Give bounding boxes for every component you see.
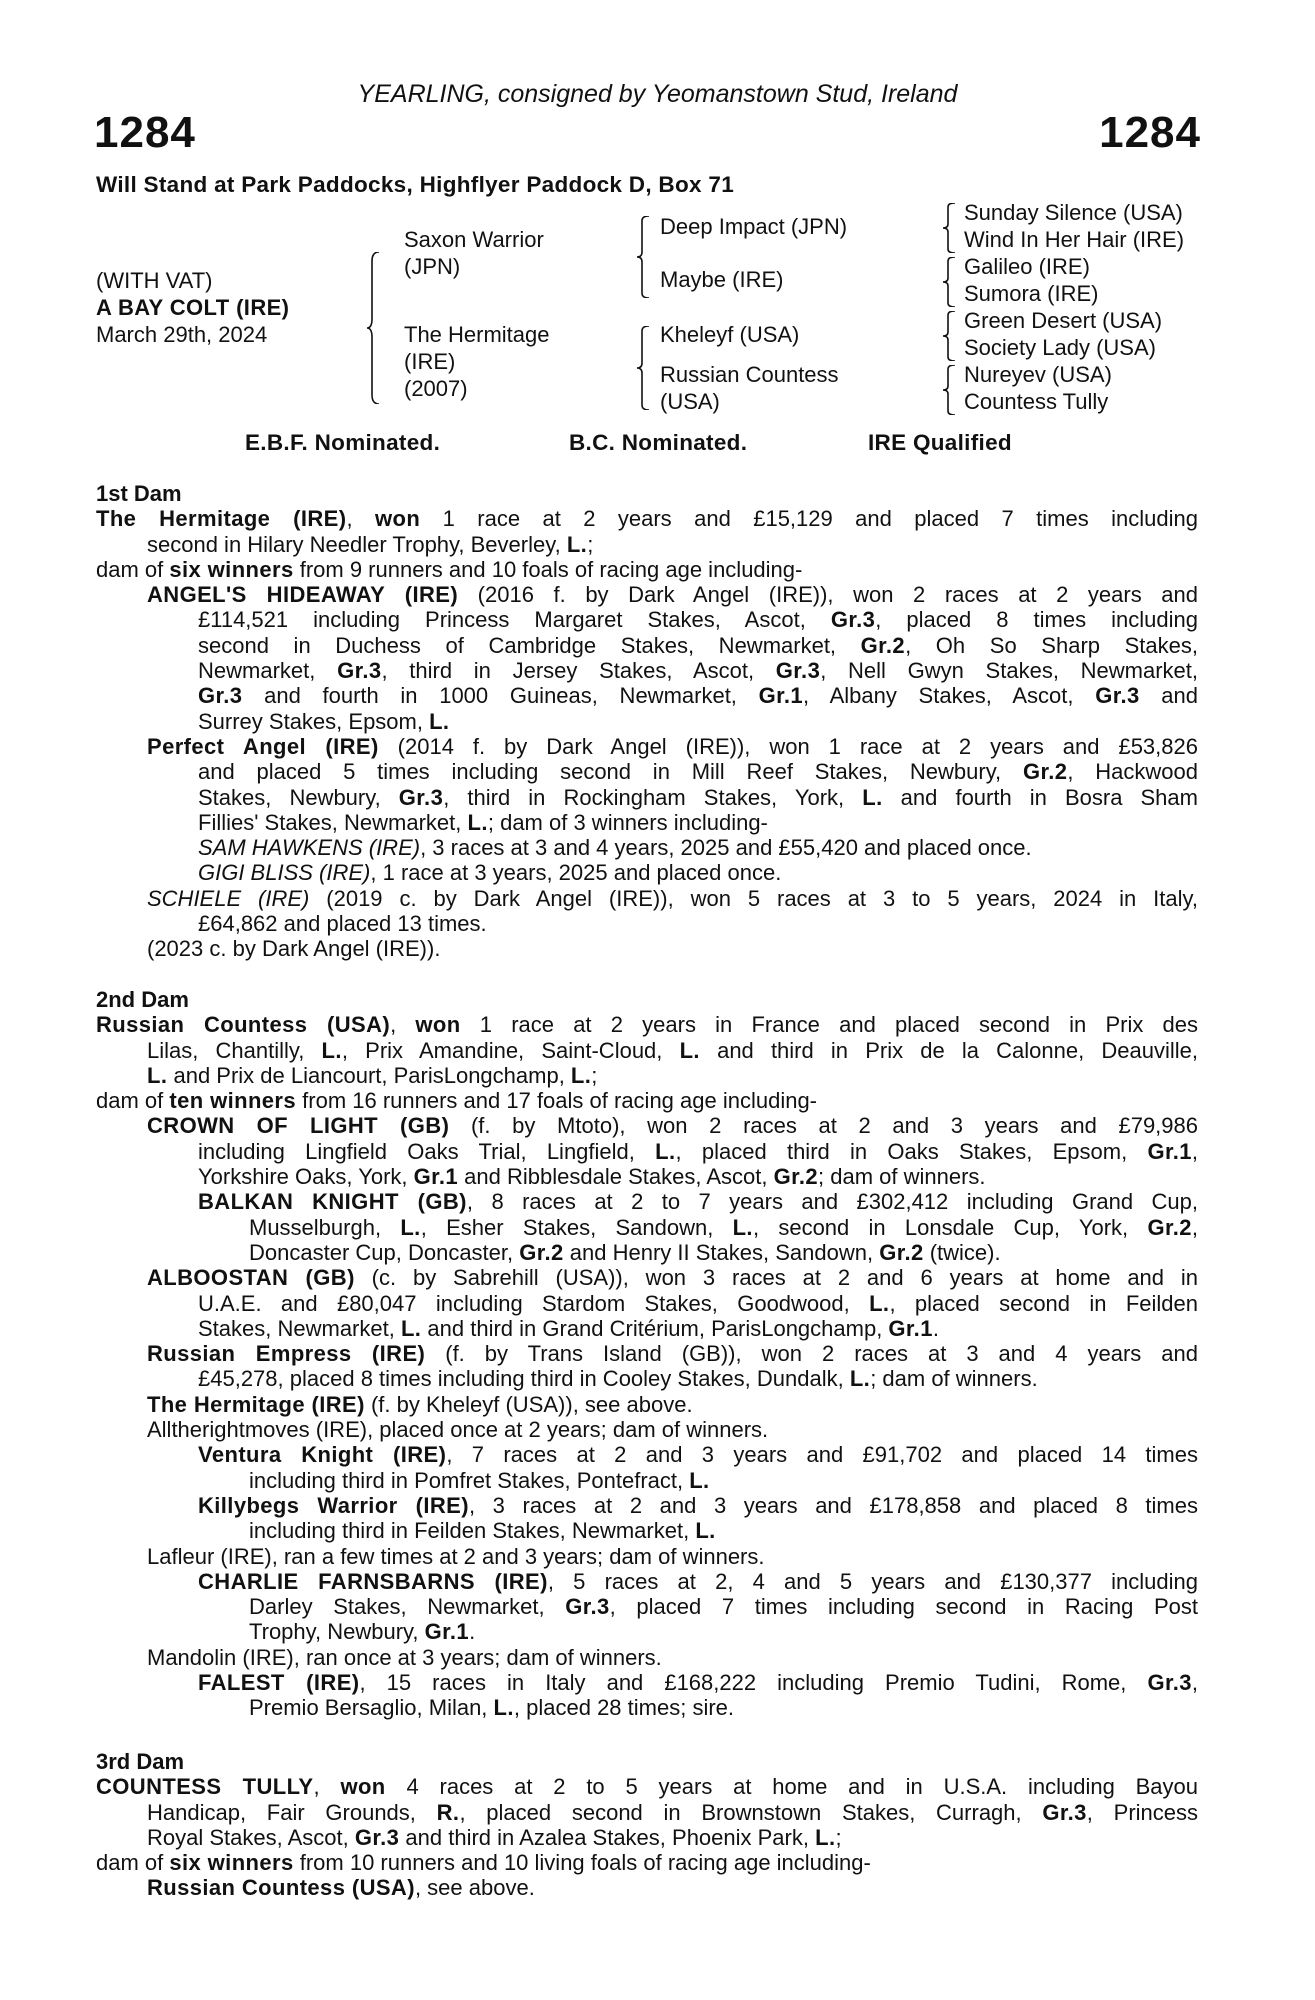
produce-record <box>96 1493 1198 1544</box>
text-run: Musselburgh, <box>249 1214 401 1240</box>
italic-run: SAM HAWKENS (IRE) <box>198 835 421 861</box>
bold-run: L. <box>869 1290 890 1316</box>
bold-run: Russian Empress (IRE) <box>147 1341 426 1367</box>
bold-run: L. <box>321 1037 342 1063</box>
text-run: , Princess <box>1086 1799 1198 1825</box>
produce-record <box>96 1442 1198 1493</box>
text-run: , <box>346 506 375 532</box>
bold-run: won <box>340 1774 386 1800</box>
text-line <box>96 506 1198 531</box>
bold-run: Gr.3 <box>1147 1670 1192 1696</box>
text-run: (f. by Mtoto), won 2 races at 2 and 3 years and £79,986 <box>449 1113 1198 1139</box>
bold-run: Gr.3 <box>398 784 444 810</box>
text-line <box>96 1063 1198 1088</box>
text-run: 1 race at 2 years in France and placed second in Prix des <box>460 1012 1198 1038</box>
text-run: Premio Bersaglio, Milan, <box>249 1695 494 1721</box>
text-run: , 3 races at 2 and 3 years and £178,858 and placed 8 times <box>468 1492 1198 1518</box>
brace-icon <box>942 311 956 361</box>
text-line <box>96 1544 1198 1569</box>
text-run: Stakes, Newmarket, <box>198 1315 401 1341</box>
bold-run: Gr.2 <box>519 1239 564 1265</box>
text-run: Newmarket, <box>198 658 338 684</box>
produce-record <box>96 1189 1198 1265</box>
bc-nomination: B.C. Nominated. <box>569 430 748 455</box>
text-run: ; dam of winners. <box>870 1366 1038 1392</box>
bold-run: ANGEL'S HIDEAWAY (IRE) <box>147 582 459 608</box>
brace-icon <box>636 326 650 410</box>
bold-run: Gr.1 <box>888 1315 933 1341</box>
produce-record <box>96 582 1198 734</box>
bold-run: L. <box>815 1824 836 1850</box>
text-run: , placed second in Feilden <box>889 1290 1198 1316</box>
text-run: from 10 runners and 10 living foals of racing age including- <box>293 1850 871 1876</box>
text-line <box>96 860 1198 885</box>
bold-run: Gr.2 <box>773 1164 819 1190</box>
text-line <box>96 1215 1198 1240</box>
text-line <box>96 1800 1198 1825</box>
bold-run: Gr.3 <box>198 683 243 709</box>
brace-icon <box>636 216 650 298</box>
bold-run: The Hermitage (IRE) <box>96 506 347 532</box>
bold-run: Gr.2 <box>860 632 906 658</box>
text-run: . <box>932 1315 939 1341</box>
lot-number-right: 1284 <box>1099 108 1201 157</box>
brace-icon <box>942 365 956 415</box>
text-run: , <box>1191 1670 1198 1696</box>
text-run: , 3 races at 3 and 4 years, 2025 and £55,420 and placed once. <box>420 835 1032 861</box>
text-run: , Albany Stakes, Ascot, <box>803 683 1096 709</box>
text-run: (f. by Kheleyf (USA)), see above. <box>364 1391 693 1417</box>
text-run: U.A.E. and £80,047 including Stardom Stakes, Goodwood, <box>198 1290 870 1316</box>
bold-run: Gr.3 <box>830 607 876 633</box>
produce-record <box>96 1113 1198 1189</box>
produce-record <box>96 936 1198 961</box>
text-run: , Hackwood <box>1067 759 1198 785</box>
bold-run: L. <box>679 1037 700 1063</box>
ebf-nomination: E.B.F. Nominated. <box>245 430 441 455</box>
text-run: , 7 races at 2 and 3 years and £91,702 and placed 14 times <box>446 1442 1198 1468</box>
bold-run: L. <box>400 1214 421 1240</box>
text-line <box>96 1291 1198 1316</box>
produce-record <box>96 1265 1198 1341</box>
text-line <box>96 1774 1198 1799</box>
text-run: ; <box>591 1062 598 1088</box>
produce-record <box>96 506 1198 557</box>
third-generation: Sunday Silence (USA) Wind In Her Hair (IRE) Galileo (IRE) Sumora (IRE) Green Desert (USA) Society Lady (USA) Nureyev (USA) Countess Tully <box>964 200 1185 414</box>
italic-run: GIGI BLISS (IRE) <box>198 860 371 886</box>
text-line <box>96 936 1198 961</box>
text-line <box>96 1038 1198 1063</box>
text-run: , second in Lonsdale Cup, York, <box>752 1214 1148 1240</box>
bold-run: L. <box>695 1518 716 1544</box>
bold-run: L. <box>849 1366 871 1392</box>
text-run: Doncaster Cup, Doncaster, <box>249 1239 520 1265</box>
bold-run: Gr.3 <box>1042 1799 1087 1825</box>
text-run: , placed 28 times; sire. <box>513 1695 735 1721</box>
text-run: and third in Grand Critérium, ParisLongchamp, <box>421 1315 889 1341</box>
produce-record <box>96 1569 1198 1645</box>
text-run: , third in Jersey Stakes, Ascot, <box>381 658 776 684</box>
bold-run: The Hermitage (IRE) <box>147 1391 365 1417</box>
text-run: . <box>469 1619 476 1645</box>
text-line <box>96 759 1198 784</box>
text-line <box>96 911 1198 936</box>
text-line <box>96 1442 1198 1467</box>
bold-run: CHARLIE FARNSBARNS (IRE) <box>198 1568 548 1594</box>
text-run: , Esher Stakes, Sandown, <box>420 1214 733 1240</box>
text-line <box>96 658 1198 683</box>
text-line <box>96 1468 1198 1493</box>
text-line <box>96 1518 1198 1543</box>
dam-heading: 2nd Dam <box>96 987 189 1012</box>
text-run: dam of <box>96 1088 170 1114</box>
bold-run: ALBOOSTAN (GB) <box>147 1265 355 1291</box>
bold-run: COUNTESS TULLY <box>96 1774 314 1800</box>
text-run: (2016 f. by Dark Angel (IRE)), won 2 races at 2 years and <box>458 582 1198 608</box>
bold-run: Gr.1 <box>424 1619 470 1645</box>
bold-run: Gr.3 <box>1095 683 1140 709</box>
text-run: , Prix Amandine, Saint-Cloud, <box>341 1037 680 1063</box>
text-run: and fourth in Bosra Sham <box>882 784 1198 810</box>
text-line <box>96 785 1198 810</box>
text-run: dam of <box>96 556 170 582</box>
bold-run: won <box>415 1012 461 1038</box>
text-run: (2019 c. by Dark Angel (IRE)), won 5 races at 3 to 5 years, 2024 in Italy, <box>309 885 1198 911</box>
bold-run: Gr.2 <box>879 1239 924 1265</box>
text-run: Alltherightmoves (IRE), placed once at 2 years; dam of winners. <box>147 1417 769 1443</box>
text-run: Lilas, Chantilly, <box>147 1037 322 1063</box>
produce-record <box>96 1544 1198 1569</box>
text-run: (twice). <box>923 1239 1001 1265</box>
bold-run: Gr.1 <box>1147 1138 1192 1164</box>
text-run: from 9 runners and 10 foals of racing age including- <box>293 556 803 582</box>
bold-run: Gr.3 <box>775 658 821 684</box>
sire-dam: Maybe (IRE) <box>660 267 784 292</box>
produce-record <box>96 886 1198 937</box>
text-run: and third in Azalea Stakes, Phoenix Park, <box>399 1824 816 1850</box>
sire-sire: Deep Impact (JPN) <box>660 214 848 239</box>
bold-run: BALKAN KNIGHT (GB) <box>198 1189 467 1215</box>
text-run: , <box>1191 1214 1198 1240</box>
text-run: and third in Prix de la Calonne, Deauville, <box>699 1037 1198 1063</box>
text-line <box>96 532 1198 557</box>
text-run: £64,862 and placed 13 times. <box>198 911 487 937</box>
dam-name: The Hermitage (IRE) (2007) <box>404 322 550 401</box>
text-run: and placed 5 times including second in Mill Reef Stakes, Newbury, <box>198 759 1023 785</box>
text-run: Mandolin (IRE), ran once at 3 years; dam of winners. <box>147 1644 662 1670</box>
text-line <box>96 734 1198 759</box>
text-run: Royal Stakes, Ascot, <box>147 1824 355 1850</box>
text-run: and Henry II Stakes, Sandown, <box>563 1239 880 1265</box>
produce-record <box>96 1417 1198 1442</box>
text-line <box>96 1569 1198 1594</box>
bold-run: six winners <box>169 1850 294 1876</box>
bold-run: L. <box>570 1062 592 1088</box>
text-run: second in Duchess of Cambridge Stakes, Newmarket, <box>198 632 861 658</box>
bold-run: L. <box>493 1695 514 1721</box>
lot-number-left: 1284 <box>94 108 196 157</box>
text-run: £114,521 including Princess Margaret Stakes, Ascot, <box>198 607 831 633</box>
bold-run: Killybegs Warrior (IRE) <box>198 1492 469 1518</box>
text-run: and Ribblesdale Stakes, Ascot, <box>458 1164 774 1190</box>
text-run: and fourth in 1000 Guineas, Newmarket, <box>242 683 759 709</box>
sire-name: Saxon Warrior (JPN) <box>404 227 544 279</box>
text-line <box>96 582 1198 607</box>
produce-record <box>96 557 1198 582</box>
bold-run: L. <box>732 1214 753 1240</box>
text-line <box>96 1366 1198 1391</box>
text-line <box>96 1825 1198 1850</box>
text-line <box>96 557 1198 582</box>
brace-icon <box>942 203 956 253</box>
italic-run: SCHIELE (IRE) <box>147 885 310 911</box>
text-line <box>96 1113 1198 1138</box>
text-line <box>96 683 1198 708</box>
bold-run: L. <box>147 1062 168 1088</box>
text-line <box>96 1850 1198 1875</box>
bold-run: Perfect Angel (IRE) <box>147 733 379 759</box>
text-line <box>96 1316 1198 1341</box>
text-run: , placed 8 times including <box>875 607 1198 633</box>
text-line <box>96 1493 1198 1518</box>
second-dam-section <box>96 987 1198 1721</box>
text-run: dam of <box>96 1850 170 1876</box>
text-run: Handicap, Fair Grounds, <box>147 1799 437 1825</box>
foaling-date: March 29th, 2024 <box>96 322 268 347</box>
bold-run: R. <box>436 1799 460 1825</box>
bold-run: six winners <box>169 556 294 582</box>
text-line <box>96 1189 1198 1214</box>
text-run: ; <box>835 1824 842 1850</box>
produce-record <box>96 1670 1198 1721</box>
text-run: , 1 race at 3 years, 2025 and placed once. <box>370 860 782 886</box>
first-dam-section <box>96 481 1198 962</box>
ire-qualified: IRE Qualified <box>868 430 1012 455</box>
text-run: including Lingfield Oaks Trial, Lingfield, <box>198 1138 656 1164</box>
text-run: , <box>1191 1138 1198 1164</box>
bold-run: Gr.3 <box>337 658 382 684</box>
text-run: and <box>1139 683 1199 709</box>
text-run: second in Hilary Needler Trophy, Beverley, <box>147 531 567 557</box>
produce-record <box>96 835 1198 860</box>
text-run: (f. by Trans Island (GB)), won 2 races at 3 and 4 years and <box>425 1341 1198 1367</box>
text-run: , placed second in Brownstown Stakes, Curragh, <box>459 1799 1043 1825</box>
brace-icon <box>366 252 380 404</box>
text-line <box>96 1594 1198 1619</box>
text-run: 4 races at 2 to 5 years at home and in U.S.A. including Bayou <box>385 1774 1198 1800</box>
text-run: , Nell Gwyn Stakes, Newmarket, <box>820 658 1198 684</box>
text-line <box>96 1341 1198 1366</box>
bold-run: L. <box>689 1467 710 1493</box>
text-line <box>96 1645 1198 1670</box>
produce-record <box>96 734 1198 835</box>
text-run: , see above. <box>414 1875 535 1901</box>
text-run: , <box>313 1774 341 1800</box>
produce-record <box>96 1875 1198 1900</box>
produce-record <box>96 1392 1198 1417</box>
horse-name: A BAY COLT (IRE) <box>96 295 290 320</box>
bold-run: Gr.3 <box>565 1594 610 1620</box>
text-run: Trophy, Newbury, <box>249 1619 425 1645</box>
text-run: , 5 races at 2, 4 and 5 years and £130,377 including <box>547 1568 1198 1594</box>
bold-run: L. <box>862 784 883 810</box>
bold-run: Gr.3 <box>354 1824 400 1850</box>
text-line <box>96 1875 1198 1900</box>
text-run: , 8 races at 2 to 7 years and £302,412 including Grand Cup, <box>466 1189 1198 1215</box>
text-run: , <box>390 1012 416 1038</box>
produce-record <box>96 1850 1198 1875</box>
bold-run: L. <box>429 708 450 734</box>
dam-heading: 1st Dam <box>96 481 182 506</box>
text-run: Darley Stakes, Newmarket, <box>249 1594 566 1620</box>
text-line <box>96 810 1198 835</box>
bold-run: won <box>375 506 421 532</box>
text-line <box>96 1164 1198 1189</box>
text-line <box>96 1619 1198 1644</box>
text-run: , third in Rockingham Stakes, York, <box>443 784 863 810</box>
bold-run: L. <box>566 531 588 557</box>
bold-run: FALEST (IRE) <box>198 1670 360 1696</box>
dam-dam: Russian Countess (USA) <box>660 362 839 414</box>
text-run: and Prix de Liancourt, ParisLongchamp, <box>167 1062 571 1088</box>
text-run: Yorkshire Oaks, York, <box>198 1164 414 1190</box>
produce-record <box>96 1341 1198 1392</box>
text-line <box>96 1417 1198 1442</box>
text-run: Surrey Stakes, Epsom, <box>198 708 430 734</box>
produce-record <box>96 1645 1198 1670</box>
text-run: Lafleur (IRE), ran a few times at 2 and 3 years; dam of winners. <box>147 1543 765 1569</box>
text-run: , placed third in Oaks Stakes, Epsom, <box>675 1138 1148 1164</box>
text-line <box>96 709 1198 734</box>
produce-record <box>96 1012 1198 1088</box>
text-run: including third in Pomfret Stakes, Pontefract, <box>249 1467 690 1493</box>
text-line <box>96 633 1198 658</box>
dam-sire: Kheleyf (USA) <box>660 322 800 347</box>
text-run: from 16 runners and 17 foals of racing age including- <box>296 1088 818 1114</box>
bold-run: L. <box>400 1315 422 1341</box>
text-run: (c. by Sabrehill (USA)), won 3 races at 2 and 6 years at home and in <box>354 1265 1199 1291</box>
text-run: Stakes, Newbury, <box>198 784 399 810</box>
produce-record <box>96 1088 1198 1113</box>
brace-icon <box>942 257 956 307</box>
text-run: (2023 c. by Dark Angel (IRE)). <box>147 936 441 962</box>
text-run: , 15 races in Italy and £168,222 including Premio Tudini, Rome, <box>359 1670 1148 1696</box>
vat-note: (WITH VAT) <box>96 268 213 293</box>
text-line <box>96 1670 1198 1695</box>
bold-run: Russian Countess (USA) <box>96 1012 391 1038</box>
bold-run: Gr.1 <box>413 1164 459 1190</box>
produce-record <box>96 860 1198 885</box>
bold-run: Ventura Knight (IRE) <box>198 1442 447 1468</box>
text-line <box>96 835 1198 860</box>
bold-run: Russian Countess (USA) <box>147 1875 415 1901</box>
text-run: ; dam of 3 winners including- <box>487 809 768 835</box>
bold-run: L. <box>467 809 488 835</box>
text-run: Fillies' Stakes, Newmarket, <box>198 809 468 835</box>
bold-run: Gr.1 <box>758 683 804 709</box>
text-line <box>96 1265 1198 1290</box>
text-run: , Oh So Sharp Stakes, <box>905 632 1198 658</box>
text-line <box>96 886 1198 911</box>
consignment-line: YEARLING, consigned by Yeomanstown Stud, Ireland <box>357 80 958 108</box>
text-run: including third in Feilden Stakes, Newmarket, <box>249 1518 696 1544</box>
text-line <box>96 607 1198 632</box>
text-run: , placed 7 times including second in Racing Post <box>609 1594 1198 1620</box>
text-line <box>96 1392 1198 1417</box>
text-line <box>96 1240 1198 1265</box>
text-run: £45,278, placed 8 times including third in Cooley Stakes, Dundalk, <box>198 1366 850 1392</box>
text-run: ; dam of winners. <box>818 1164 986 1190</box>
dam-heading: 3rd Dam <box>96 1749 185 1774</box>
bold-run: Gr.2 <box>1147 1214 1192 1240</box>
text-line <box>96 1012 1198 1037</box>
text-run: 1 race at 2 years and £15,129 and placed 7 times including <box>420 506 1198 532</box>
bold-run: ten winners <box>169 1088 297 1114</box>
text-run: (2014 f. by Dark Angel (IRE)), won 1 race at 2 years and £53,826 <box>378 733 1198 759</box>
bold-run: Gr.2 <box>1022 759 1068 785</box>
produce-record <box>96 1774 1198 1850</box>
text-line <box>96 1695 1198 1720</box>
stabling-location: Will Stand at Park Paddocks, Highflyer Paddock D, Box 71 <box>96 172 735 197</box>
text-line <box>96 1088 1198 1113</box>
text-line <box>96 1139 1198 1164</box>
bold-run: L. <box>655 1138 676 1164</box>
bold-run: CROWN OF LIGHT (GB) <box>147 1113 450 1139</box>
text-run: ; <box>587 531 594 557</box>
third-dam-section <box>96 1749 1198 1901</box>
